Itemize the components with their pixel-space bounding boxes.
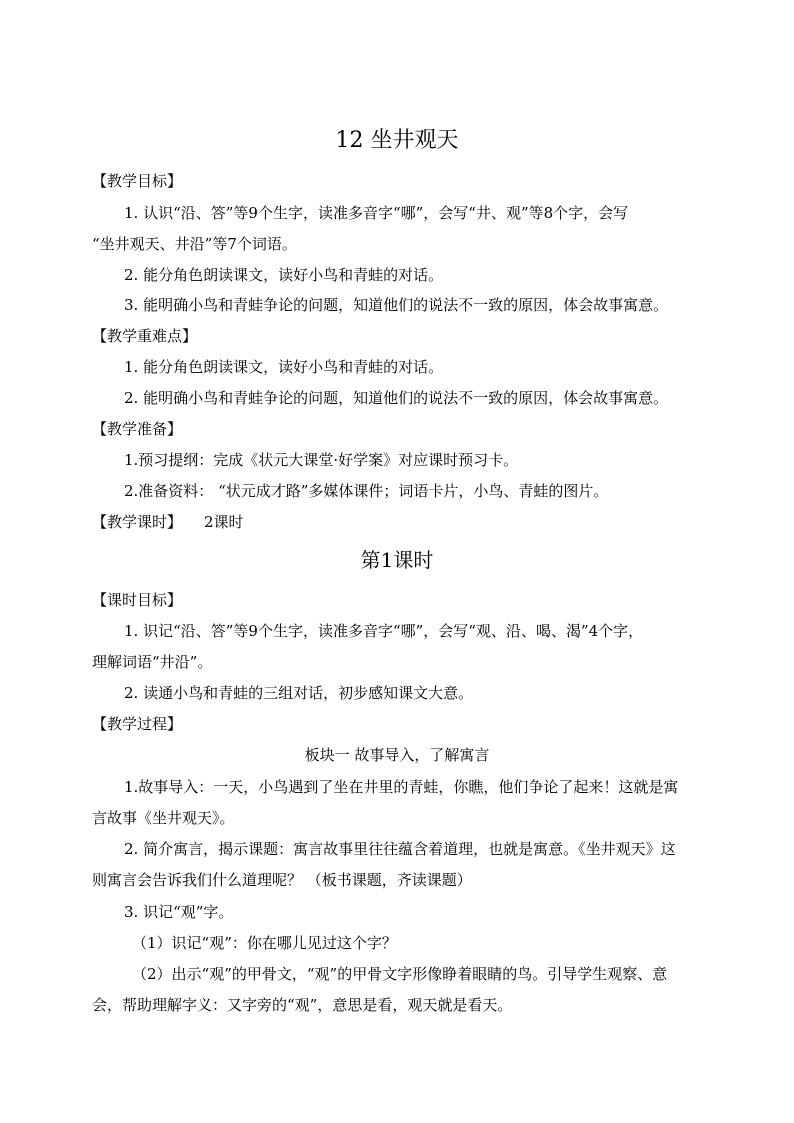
goal-item-1: 1. 认识“沿、答”等9个生字，读准多音字“哪”，会写“井、观”等8个字，会写 (124, 204, 629, 222)
block-one-title: 板块一 故事导入，了解寓言 (304, 746, 490, 764)
heading-lesson-goals: 【课时目标】 (92, 591, 183, 609)
process-item-1-cont: 言故事《坐井观天》。 (92, 809, 235, 827)
process-item-3-1: （1）识记“观”：你在哪儿见过这个字？ (132, 934, 397, 952)
keypoint-item-2: 2. 能明确小鸟和青蛙争论的问题，知道他们的说法不一致的原因，体会故事寓意。 (124, 389, 669, 407)
goal-item-1-cont: “坐井观天、井沿”等7个词语。 (92, 235, 297, 253)
page-title: 12 坐井观天 (335, 128, 459, 153)
prep-item-2: 2.准备资料： “状元成才路”多媒体课件；词语卡片，小鸟、青蛙的图片。 (124, 482, 609, 500)
lesson-goal-item-1: 1. 识记“沿、答”等9个生字，读准多音字“哪”，会写“观、沿、喝、渴”4个字， (124, 622, 644, 640)
goal-item-2: 2. 能分角色朗读课文，读好小鸟和青蛙的对话。 (124, 266, 444, 284)
prep-item-1: 1.预习提纲：完成《状元大课堂·好学案》对应课时预习卡。 (124, 451, 519, 469)
class-hours-value: 2课时 (204, 513, 244, 531)
heading-preparation: 【教学准备】 (92, 420, 183, 438)
process-item-3-2: （2）出示“观”的甲骨文，“观”的甲骨文字形像睁着眼睛的鸟。引导学生观察、意 (132, 965, 668, 983)
hours-row (92, 512, 712, 532)
heading-class-hours: 【教学课时】 (92, 513, 183, 531)
heading-teaching-process: 【教学过程】 (92, 715, 183, 733)
process-item-2-cont: 则寓言会告诉我们什么道理呢？ （板书课题，齐读课题） (92, 871, 472, 889)
heading-key-points: 【教学重难点】 (92, 327, 198, 345)
lesson-1-title: 第1课时 (360, 548, 434, 572)
lesson-goal-item-2: 2. 读通小鸟和青蛙的三组对话，初步感知课文大意。 (124, 684, 474, 702)
keypoint-item-1: 1. 能分角色朗读课文，读好小鸟和青蛙的对话。 (124, 358, 444, 376)
heading-teaching-goals: 【教学目标】 (92, 172, 183, 190)
goal-item-3: 3. 能明确小鸟和青蛙争论的问题，知道他们的说法不一致的原因，体会故事寓意。 (124, 296, 669, 314)
process-item-1: 1.故事导入：一天，小鸟遇到了坐在井里的青蛙，你瞧，他们争论了起来！这就是寓 (124, 778, 679, 796)
process-item-3: 3. 识记“观”字。 (124, 903, 234, 921)
process-item-2: 2. 简介寓言，揭示课题：寓言故事里往往蕴含着道理，也就是寓意。《坐井观天》这 (124, 840, 676, 858)
process-item-3-2-cont: 会，帮助理解字义：又字旁的“观”，意思是看，观天就是看天。 (92, 996, 513, 1014)
lesson-goal-item-1-cont: 理解词语“井沿”。 (92, 653, 213, 671)
